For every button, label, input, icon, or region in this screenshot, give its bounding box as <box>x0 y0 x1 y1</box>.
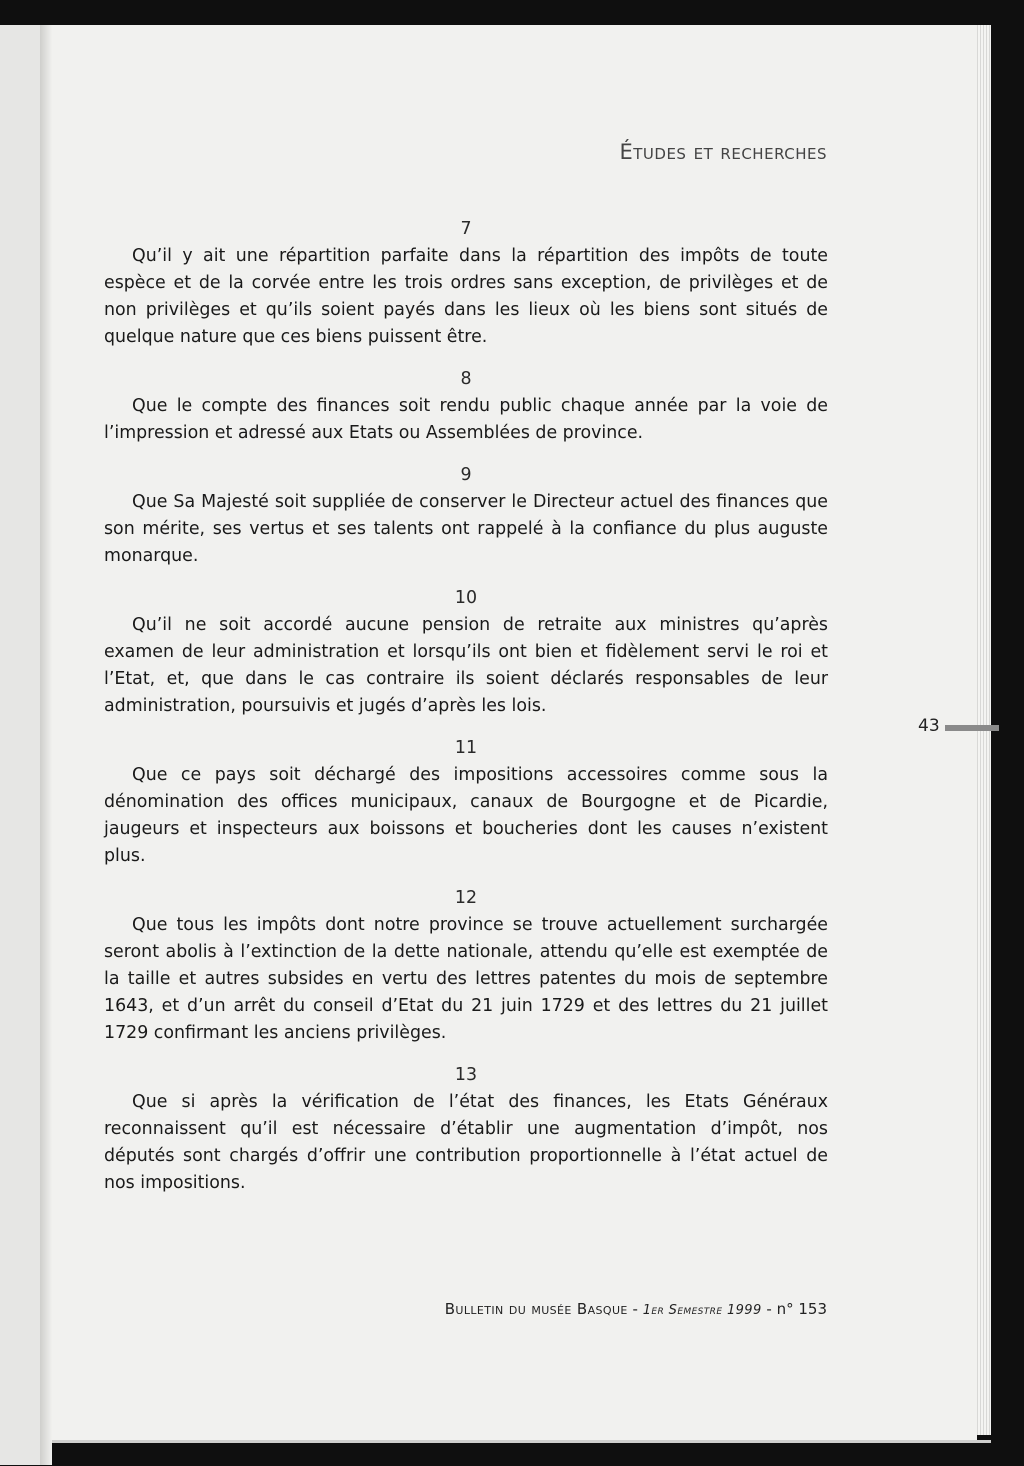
article <box>104 1062 828 1197</box>
article-number: 8 <box>460 369 472 389</box>
article-text: Que le compte des finances soit rendu public chaque année par la voie de l’impression et adressé aux Etats ou Assemblées de province. <box>104 396 828 443</box>
article <box>104 735 828 870</box>
footer-issue: n° 153 <box>776 1300 827 1318</box>
article-text: Que ce pays soit déchargé des impositions accessoires comme sous la dénomination des offices municipaux, canaux de Bourgogne et de Picardie, jaugeurs et inspecteurs aux boissons et boucheries dont les causes n’existent plus. <box>104 765 828 866</box>
article-number: 10 <box>454 588 478 608</box>
article <box>104 885 828 1047</box>
article-text: Que Sa Majesté soit suppliée de conserver le Directeur actuel des finances que son mérite, ses vertus et ses talents ont rappelé à la confiance du plus auguste monarque. <box>104 492 828 566</box>
article <box>104 585 828 720</box>
footer-semester: 1er Semestre 1999 <box>642 1303 762 1318</box>
book-gutter <box>40 25 52 1465</box>
article-text: Qu’il y ait une répartition parfaite dans la répartition des impôts de toute espèce et de la corvée entre les trois ordres sans exception, de privilèges et de non privilèges et qu’ils soient payés dans les lieux où les biens sont situés de quelque nature que ces biens puissent être. <box>104 246 828 347</box>
article-text: Que tous les impôts dont notre province se trouve actuellement surchargée seront abolis à l’extinction de la dette nationale, attendu qu’elle est exemptée de la taille et autres subsides en vertu des lettres patentes du mois de septembre 1643, et d’un arrêt du conseil d’Etat du 21 juin 1729 et des lettres du 21 juillet 1729 confirmant les anciens privilèges. <box>104 915 828 1043</box>
page-bottom-edge <box>52 1440 991 1443</box>
article-number: 11 <box>454 738 478 758</box>
footer-bulletin: Bulletin du musée Basque <box>444 1300 628 1318</box>
article-number: 12 <box>454 888 478 908</box>
article <box>104 462 828 570</box>
article-number: 7 <box>460 219 472 239</box>
article-number: 13 <box>454 1065 478 1085</box>
article-text: Qu’il ne soit accordé aucune pension de retraite aux ministres qu’après examen de leur administration et lorsqu’ils ont bien et fidèlement servi le roi et l’Etat, et, que dans le cas contraire ils soient déclarés responsables de leur administration, poursuivis et jugés d’après les lois. <box>104 615 828 716</box>
footer <box>445 1300 827 1318</box>
page-marker-bar <box>945 725 999 731</box>
footer-separator: - <box>761 1300 777 1318</box>
article <box>104 216 828 351</box>
page-number: 43 <box>918 716 940 736</box>
article-list <box>104 216 828 1197</box>
article-number: 9 <box>460 465 472 485</box>
left-page-edge <box>0 25 40 1465</box>
article-text: Que si après la vérification de l’état des finances, les Etats Généraux reconnaissent qu’il est nécessaire d’établir une augmentation d’impôt, nos députés sont chargés d’offrir une contribution proportionnelle à l’état actuel de nos impositions. <box>104 1092 828 1193</box>
running-head: Études et recherches <box>619 140 827 164</box>
article <box>104 366 828 447</box>
footer-separator: - <box>627 1300 643 1318</box>
